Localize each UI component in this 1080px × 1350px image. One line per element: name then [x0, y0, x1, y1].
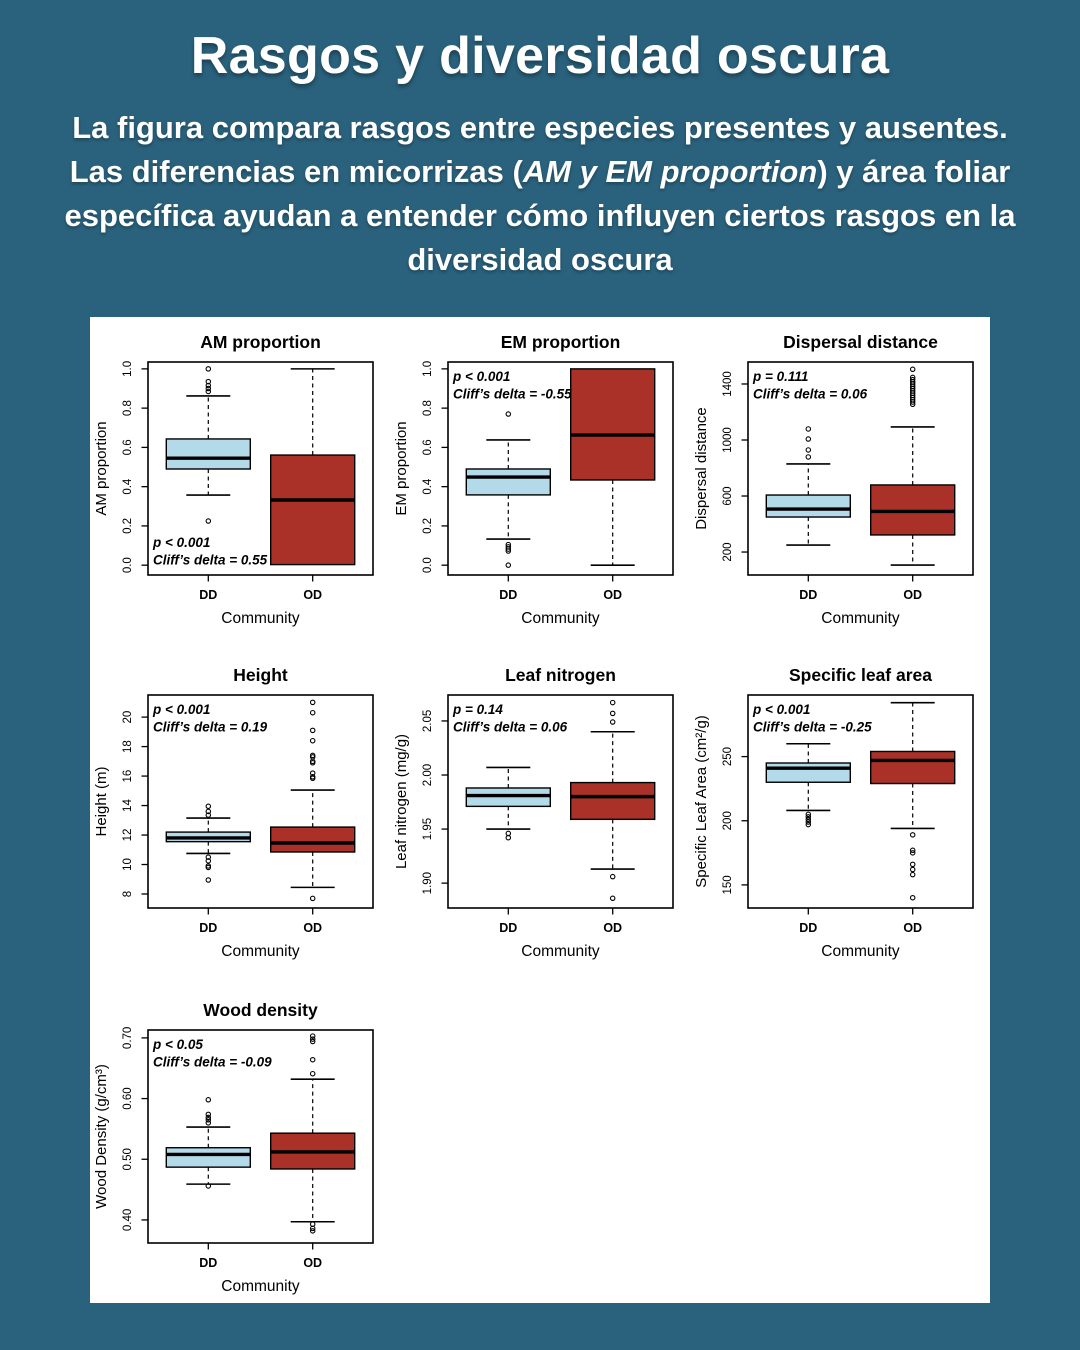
y-tick-label: 0.8: [422, 400, 434, 417]
boxplot-box: [766, 763, 850, 782]
outlier-point: [506, 412, 510, 416]
x-axis-label: Community: [821, 610, 900, 627]
boxplot-panel-height: [90, 650, 390, 980]
annotation-text: p < 0.05: [153, 1037, 203, 1052]
outlier-point: [206, 804, 210, 808]
annotation-text: Cliff’s delta = 0.06: [753, 386, 868, 402]
y-tick-label: 0.0: [422, 557, 434, 574]
outlier-point: [506, 563, 510, 567]
annotation-text: Cliff’s delta = -0.09: [153, 1054, 272, 1070]
y-tick-label: 0.6: [122, 439, 134, 456]
category-label: DD: [799, 588, 818, 602]
x-axis-label: Community: [521, 943, 600, 960]
y-axis-label: Wood Density (g/cm³): [93, 1064, 110, 1209]
y-tick-label: 0.40: [122, 1208, 134, 1232]
y-tick-label: 8: [122, 890, 134, 898]
annotation-text: p < 0.001: [153, 535, 211, 550]
x-axis-label: Community: [521, 610, 600, 627]
y-tick-label: 0.60: [122, 1087, 134, 1110]
y-axis-label: EM proportion: [393, 421, 410, 516]
boxplot-box: [571, 369, 655, 480]
outlier-point: [311, 738, 315, 742]
outlier-point: [806, 455, 810, 459]
annotation-text: Cliff’s delta = 0.06: [453, 719, 568, 735]
outlier-point: [911, 867, 915, 871]
y-tick-label: 150: [722, 875, 734, 895]
annotation-text: p < 0.001: [753, 702, 811, 717]
category-label: OD: [303, 588, 323, 602]
boxplot-panel-specific-leaf-area: [690, 650, 990, 980]
boxplot-box: [466, 469, 550, 495]
boxplot-panel-leaf-nitrogen: [390, 650, 690, 980]
y-axis-label: Dispersal distance: [693, 407, 710, 530]
panel-title: Leaf nitrogen: [505, 665, 616, 685]
page-title: Rasgos y diversidad oscura: [190, 27, 890, 85]
category-label: DD: [199, 1256, 218, 1270]
outlier-point: [806, 448, 810, 452]
outlier-point: [311, 1071, 315, 1075]
y-tick-label: 0.6: [422, 439, 434, 456]
outlier-point: [206, 367, 210, 371]
x-axis-label: Community: [221, 610, 300, 627]
boxplot-svg: [390, 317, 690, 647]
outlier-point: [911, 833, 915, 837]
category-label: OD: [603, 588, 623, 602]
outlier-point: [506, 831, 510, 835]
category-label: OD: [903, 921, 923, 935]
y-tick-label: 200: [722, 811, 734, 831]
outlier-point: [911, 872, 915, 876]
outlier-point: [311, 710, 315, 714]
boxplot-svg: [90, 985, 390, 1303]
outlier-point: [806, 427, 810, 431]
y-tick-label: 0.4: [422, 478, 434, 495]
y-tick-label: 18: [122, 740, 134, 753]
boxplot-box: [871, 751, 955, 783]
boxplot-panel-wood-density: [90, 985, 390, 1303]
outlier-point: [206, 1098, 210, 1102]
description-segment-italic: AM y EM proportion: [522, 154, 818, 190]
figure-description: [55, 106, 1025, 282]
x-axis-label: Community: [221, 943, 300, 960]
category-label: DD: [499, 921, 518, 935]
panel-title: EM proportion: [500, 332, 621, 352]
outlier-point: [311, 1058, 315, 1062]
boxplot-svg: [690, 650, 990, 980]
annotation-text: Cliff’s delta = -0.25: [753, 719, 872, 735]
category-label: DD: [199, 921, 218, 935]
y-axis-label: AM proportion: [93, 421, 110, 516]
category-label: OD: [303, 921, 323, 935]
panel-title: Height: [233, 665, 288, 685]
annotation-text: p < 0.001: [153, 702, 211, 717]
boxplot-svg: [90, 650, 390, 980]
y-tick-label: 12: [122, 828, 134, 842]
outlier-point: [611, 711, 615, 715]
category-label: OD: [603, 921, 623, 935]
y-tick-label: 1.90: [422, 871, 434, 895]
category-label: DD: [499, 588, 518, 602]
annotation-text: p < 0.001: [453, 369, 511, 384]
annotation-text: p = 0.111: [753, 369, 809, 384]
panel-title: AM proportion: [200, 332, 321, 352]
y-tick-label: 0.4: [122, 478, 134, 495]
outlier-point: [506, 836, 510, 840]
y-tick-label: 0.70: [122, 1026, 134, 1050]
y-tick-label: 0.8: [122, 400, 134, 417]
y-axis-label: Specific Leaf Area (cm²/g): [693, 715, 710, 888]
boxplot-svg: [90, 317, 390, 647]
y-tick-label: 1000: [722, 427, 734, 453]
boxplot-panel-dispersal-distance: [690, 317, 990, 647]
y-tick-label: 16: [122, 769, 134, 783]
outlier-point: [311, 896, 315, 900]
outlier-point: [206, 878, 210, 882]
y-tick-label: 250: [722, 746, 734, 767]
outlier-point: [611, 896, 615, 900]
category-label: OD: [303, 1256, 323, 1270]
category-label: DD: [799, 921, 818, 935]
boxplot-box: [166, 1148, 250, 1167]
description-segment: La figura compara rasgos entre especies presentes y ausentes. Las diferencias en micorrizas (: [69, 110, 1026, 190]
boxplot-box: [571, 783, 655, 820]
panel-title: Dispersal distance: [783, 332, 938, 352]
category-label: OD: [903, 588, 923, 602]
y-axis-label: Height (m): [93, 766, 110, 837]
y-tick-label: 14: [122, 799, 134, 812]
y-tick-label: 1.0: [422, 360, 434, 377]
outlier-point: [911, 367, 915, 371]
outlier-point: [611, 720, 615, 724]
outlier-point: [911, 896, 915, 900]
annotation-text: p = 0.14: [453, 702, 503, 717]
boxplot-box: [766, 495, 850, 517]
boxplot-panel-em-proportion: [390, 317, 690, 647]
y-tick-label: 0.0: [122, 557, 134, 574]
y-tick-label: 1400: [722, 371, 734, 397]
boxplot-box: [271, 455, 355, 565]
y-tick-label: 0.50: [122, 1148, 134, 1171]
y-tick-label: 200: [722, 542, 734, 562]
y-tick-label: 2.00: [422, 763, 434, 787]
y-tick-label: 0.2: [422, 517, 434, 534]
y-axis-label: Leaf nitrogen (mg/g): [393, 733, 410, 870]
boxplot-box: [166, 439, 250, 469]
outlier-point: [311, 1034, 315, 1038]
panel-title: Wood density: [203, 1000, 318, 1020]
figure-panel-container: [90, 317, 990, 1303]
outlier-point: [311, 728, 315, 732]
description-segment: ) y área foliar específica ayudan a entender cómo influyen ciertos rasgos en la diversidad oscura: [64, 154, 1025, 278]
category-label: DD: [199, 588, 218, 602]
annotation-text: Cliff’s delta = -0.55: [453, 386, 572, 402]
boxplot-svg: [690, 317, 990, 647]
boxplot-box: [271, 827, 355, 852]
outlier-point: [611, 700, 615, 704]
annotation-text: Cliff’s delta = 0.19: [153, 719, 268, 735]
outlier-point: [206, 519, 210, 523]
boxplot-svg: [390, 650, 690, 980]
boxplot-panel-am-proportion: [90, 317, 390, 647]
x-axis-label: Community: [221, 1278, 300, 1295]
outlier-point: [611, 874, 615, 878]
y-tick-label: 10: [122, 858, 134, 871]
y-tick-label: 2.05: [422, 709, 434, 733]
y-tick-label: 0.2: [122, 517, 134, 534]
outlier-point: [911, 862, 915, 866]
panel-title: Specific leaf area: [789, 665, 932, 685]
y-tick-label: 1.95: [422, 817, 434, 841]
x-axis-label: Community: [821, 943, 900, 960]
outlier-point: [311, 700, 315, 704]
y-tick-label: 600: [722, 486, 734, 506]
y-tick-label: 1.0: [122, 360, 134, 377]
outlier-point: [806, 437, 810, 441]
outlier-point: [206, 1112, 210, 1116]
y-tick-label: 20: [122, 710, 134, 724]
annotation-text: Cliff’s delta = 0.55: [153, 552, 268, 568]
